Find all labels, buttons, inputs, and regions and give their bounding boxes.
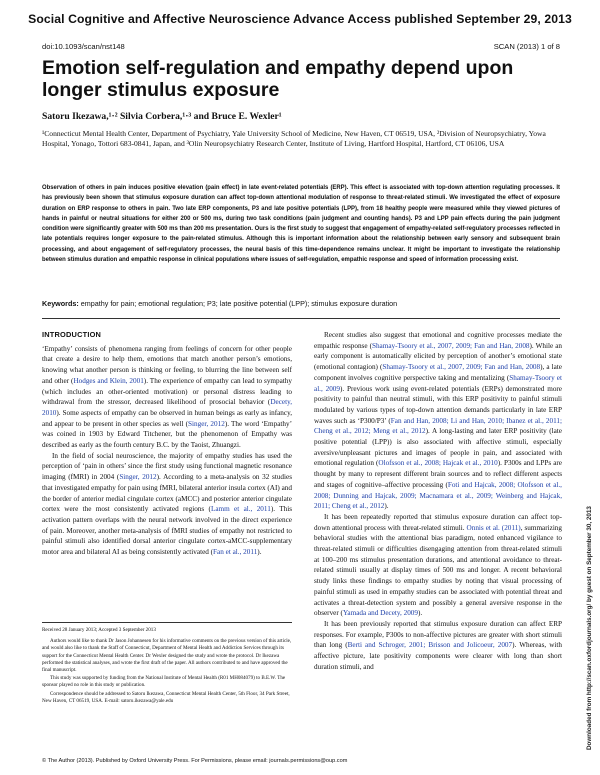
citation-link[interactable]: Foti and Hajcak, 2008; Olofsson et al., 2008; Dunning and Hajcak, 2009; Macnamara et al., 2009; Weinberg and Hajcak, 2011; Cheng et al., 2012	[314, 480, 562, 511]
citation-link[interactable]: Lamm et al., 2011	[210, 505, 271, 514]
citation-link[interactable]: Hodges and Klein, 2001	[73, 376, 144, 385]
right-paragraph-3: It has been previously reported that stimulus exposure duration can affect ERP responses. For example, P300s to non-affective pictures are greater with short stimuli than long (Berti and Schroger, 2001; Brisson and Jolicoeur, 2007). Whereas, with affective picture, late positivity components were clearer with long than short duration stimuli, and	[314, 619, 562, 671]
citation-link[interactable]: Berti and Schroger, 2001; Brisson and Jolicoeur, 2007	[347, 641, 513, 650]
intro-paragraph-2: In the field of social neuroscience, the majority of empathy studies has used the perception of ‘pain in others’ since the first study using functional magnetic resonance imaging (fMRI) in 2004 (Singer, 2012). According to a meta-analysis on 32 studies that investigated empathy for pain using fMRI, bilateral anterior insula cortex (AI) and the border of anterior medial cingulate cortex (aMCC) and posterior anterior cingulate cortex were the most consistently activated regions (Lamm et al., 2011). This activation pattern overlaps with the neural network involved in the direct experience of pain. Moreover, another meta-analysis of fMRI studies of empathy not restricted to painful stimuli also identified dorsal anterior cingulate cortex-aMCC-supplementary motor area and bilateral AI as being consistently activated (Fan et al., 2011).	[42, 451, 292, 557]
received-dates: Received 28 January 2013; Accepted 3 September 2013	[42, 627, 156, 633]
citation-link[interactable]: Decety, 2010	[42, 398, 292, 417]
keywords-line	[42, 299, 560, 308]
citation-link[interactable]: Onnis et al. (2011)	[466, 523, 521, 532]
citation-link[interactable]: Fan et al., 2011	[213, 548, 258, 557]
download-note[interactable]: Downloaded from http://scan.oxfordjournals.org/ by guest on September 30, 2013	[586, 506, 593, 750]
citation-link[interactable]: Shamay-Tsoory et al., 2007, 2009; Fan and Han, 2008	[371, 341, 530, 350]
introduction-heading: INTRODUCTION	[42, 330, 102, 339]
left-column	[42, 330, 292, 558]
intro-paragraph-1: ‘Empathy’ consists of phenomena ranging from feelings of concern for other people that create a desire to help them, emotions that match another person’s emotions, knowing what another person is thinking or feeling, to blurring the line between self and other (Hodges and Klein, 2001). The experience of empathy can lead to sympathy (which includes an other-oriented motivation) or personal distress leading to withdrawal from the stressor, decreased likelihood of prosocial behavior (Decety, 2010). Some aspects of empathy can be observed in human beings as early as infancy, and appear to be present in other species as well (Singer, 2012). The word ‘Empathy’ was coined in 1903 by Edward Titchener, but the phenomenon of Empathy was described as early as the fourth century B.C. by the Taoist, Zhuangzi.	[42, 344, 292, 450]
citation-link[interactable]: Fan and Han, 2008; Li and Han, 2010; Ibanez et al., 2011; Cheng et al., 2012; Meng et al., 2012	[314, 416, 563, 436]
footnote-divider	[42, 622, 292, 623]
article-title: Emotion self-regulation and empathy depend upon longer stimulus exposure	[42, 57, 514, 101]
citation-link[interactable]: Singer, 2012	[119, 473, 157, 482]
acknowledgements: Authors would like to thank Dr Jason Johannesen for his informative comments on the previous version of this article, and would also like to thank the Staff of Connecticut, Department of Mental Health and Addiction Services through its support for the Connecticut Mental Health Center. Dr Wexler designed the study and wrote the protocol. Dr Ikezawa performed the statistical analyses, and wrote the first draft of the paper. All authors contributed to and have approved the final manuscript.	[42, 638, 292, 674]
advance-access-banner: Social Cognitive and Affective Neuroscience Advance Access published September 29, 2013	[28, 12, 572, 26]
keywords-text: empathy for pain; emotional regulation; P3; late positive potential (LPP); stimulus exposure duration	[80, 299, 398, 308]
citation-link[interactable]: Shamay-Tsoory et al., 2007, 2009; Fan and Han, 2008	[382, 363, 541, 372]
footnotes	[42, 627, 292, 706]
section-divider	[42, 318, 560, 319]
correspondence-note: Correspondence should be addressed to Satoru Ikezawa, Connecticut Mental Health Center, 5th Floor, 34 Park Street, New Haven, CT 06519, USA. E-mail: satoru.ikezawa@yale.edu	[42, 690, 290, 704]
copyright-footer: © The Author (2013). Published by Oxford University Press. For Permissions, please email: journals.permissions@oup.com	[42, 758, 348, 764]
keywords-label: Keywords:	[42, 299, 79, 308]
funding-note: This study was supported by funding from the National Institute of Mental Health (R01 MH084079) to B.E.W. The sponsor played no role in this study or publication.	[42, 675, 286, 689]
download-sidebar	[584, 190, 596, 750]
right-paragraph-2: It has been repeatedly reported that stimulus exposure duration can affect top-down attentional process with threat-related stimuli. Onnis et al. (2011), summarizing behavioral studies with the attentional bias paradigm, noted enhanced vigilance to threat-related stimuli or difficulties disengaging attention from threat-related stimuli at 100–200 ms stimulus presentation durations, and attentional avoidance to threat-related stimuli usually at display times of 500 ms and longer. A recent behavioral study links these findings to empathy studies by noting that visual processing of painful stimuli as used in empathy studies can be associated with potential threat and activates a threat-detection system and possibly a general aversive response in the observer (Yamada and Decety, 2009).	[314, 512, 562, 618]
citation-link[interactable]: Olofsson et al., 2008; Hajcak et al., 2010	[378, 459, 498, 468]
right-column	[314, 330, 562, 673]
journal-page-label: SCAN (2013) 1 of 8	[493, 42, 560, 51]
author-list: Satoru Ikezawa,¹·² Silvia Corbera,¹·³ and Bruce E. Wexler¹	[42, 111, 282, 122]
abstract: Observation of others in pain induces positive elevation (pain effect) in late event-related potentials (ERP). This effect is associated with top-down attention regulating processes. It has previously been shown that stimulus exposure duration can affect top-down attentional modulation of response to threat-related stimuli. We investigated the effect of exposure duration on ERP response to others in pain. Two late ERP components, P3 and late positive potentials (LPP), from 18 healthy people were measured while they viewed pictures of hands in painful or neutral situations for either 200 or 500 ms, during two task conditions (pain judgment and counting hands). P3 and LPP pain effects during the pain judgment condition were significantly greater with 500 ms than 200 ms presentation. Ours is the first study to suggest that engagement of empathy-related self-regulatory processes reflected in late potentials requires longer exposure to the pain-related stimulus. Although this is important information about the relationship between early sensory and subsequent brain processing, and about engagement of self-regulatory processes, the neural basis of this time-dependence remains unclear. It might be important to investigate the relationship between stimulus duration and empathic response in clinical populations where issues of self-regulation, empathic response and speed of information processing exist.	[42, 185, 560, 264]
affiliations: ¹Connecticut Mental Health Center, Department of Psychiatry, Yale University School of Medicine, New Haven, CT 06519, USA, ²Division of Neuropsychiatry, Yowa Hospital, Yonago, Tottori 683-0841, Japan, and ³Olin Neuropsychiatry Research Center, Institute of Living, Hartford Hospital, Hartford, CT 06106, USA	[42, 129, 546, 149]
right-paragraph-1: Recent studies also suggest that emotional and cognitive processes mediate the empathic response (Shamay-Tsoory et al., 2007, 2009; Fan and Han, 2008). While an early component is automatically elicited by perception of another’s emotional state (emotional contagion) (Shamay-Tsoory et al., 2007, 2009; Fan and Han, 2008), a late component involves cognitive perspective taking and mentalizing (Shamay-Tsoory et al., 2009). Previous work using event-related potentials (ERPs) demonstrated more positivity to painful than neutral stimuli, with this ERP positivity to painful stimuli modulated by various types of top-down attention demands particularly in late ERP waves such as ‘P300/P3’ (Fan and Han, 2008; Li and Han, 2010; Ibanez et al., 2011; Cheng et al., 2012; Meng et al., 2012). A long-lasting and later ERP positivity (late positive potential (LPP)) is also associated with affective stimuli, especially aversive/unpleasant pictures and images of people in pain, and associated with emotional regulation (Olofsson et al., 2008; Hajcak et al., 2010). P300s and LPPs are thought by many to represent different brain sources and to reflect different aspects and stages of cognitive–affective processing (Foti and Hajcak, 2008; Olofsson et al., 2008; Dunning and Hajcak, 2009; Macnamara et al., 2009; Weinberg and Hajcak, 2011; Cheng et al., 2012).	[314, 331, 563, 511]
doi-label[interactable]: doi:10.1093/scan/nst148	[42, 42, 125, 51]
citation-link[interactable]: Singer, 2012	[188, 419, 225, 428]
citation-link[interactable]: Shamay-Tsoory et al., 2009	[314, 373, 562, 393]
citation-link[interactable]: Yamada and Decety, 2009	[342, 609, 418, 618]
